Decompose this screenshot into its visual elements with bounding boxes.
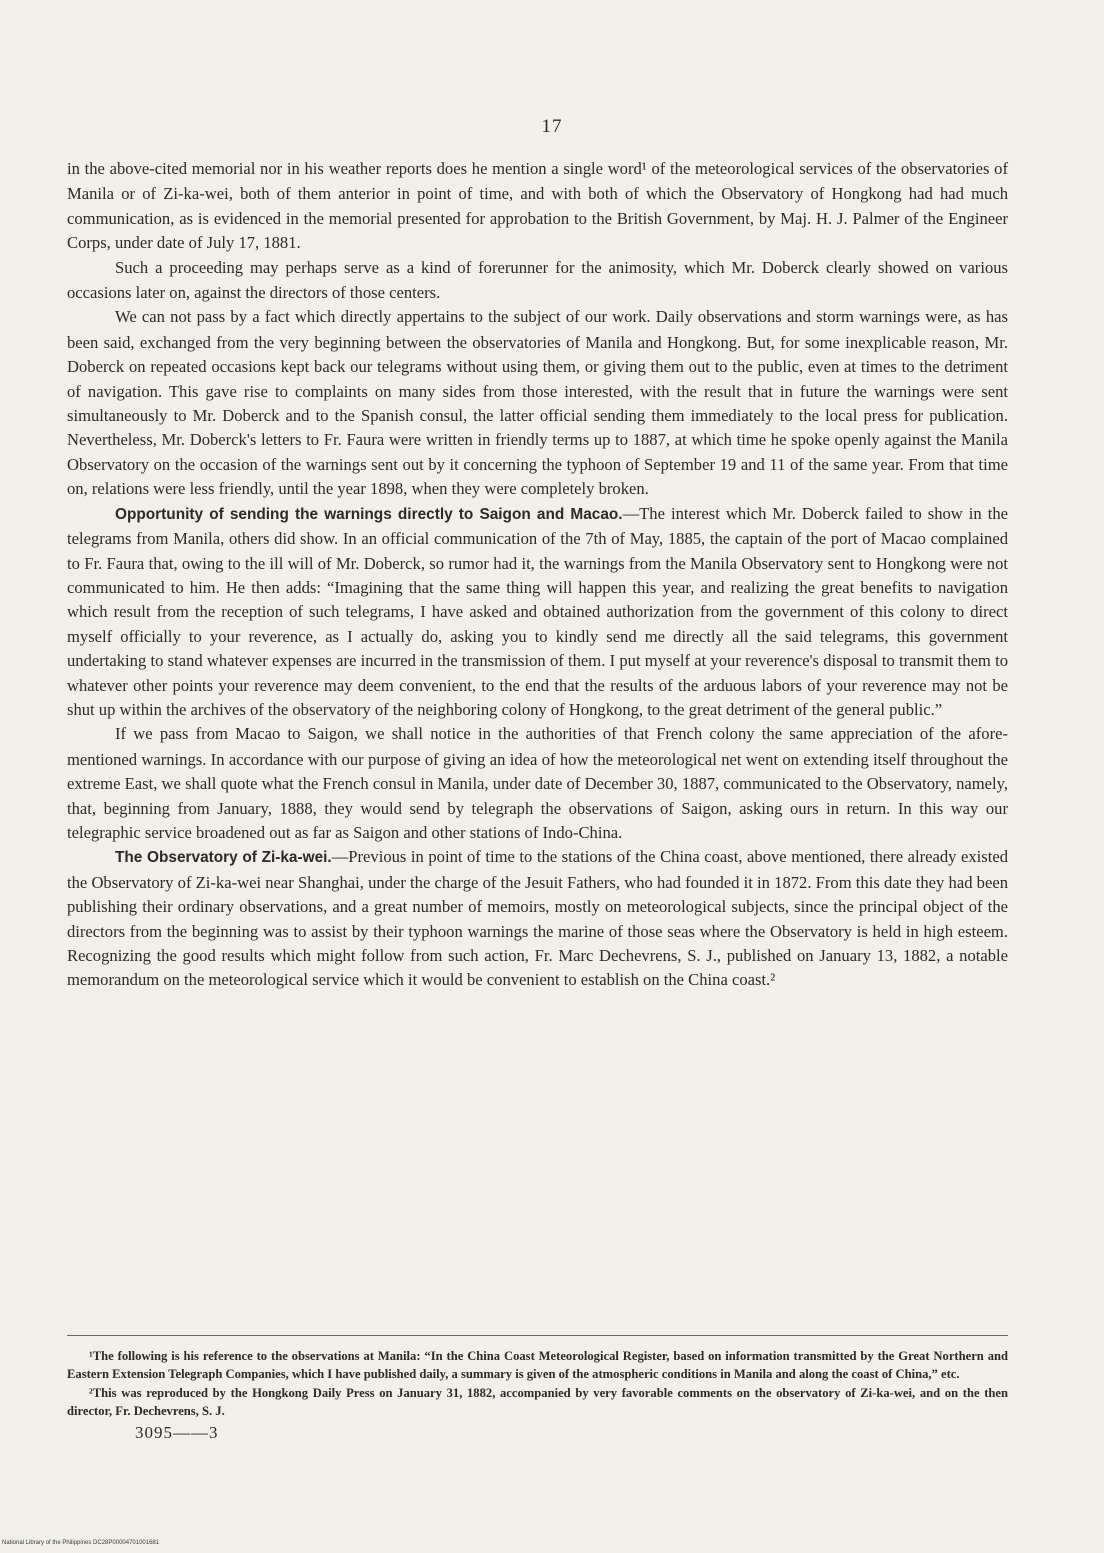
paragraph xyxy=(67,305,1008,501)
footnote-divider xyxy=(67,1335,1008,1336)
paragraph xyxy=(67,502,1008,723)
section-heading: The Observatory of Zi-ka-wei. xyxy=(115,849,332,867)
printer-signature: 3095——3 xyxy=(135,1423,219,1442)
paragraph-text: —The interest which Mr. Doberck failed to show in the telegrams from Manila, others did show. In an official communication of the 7th of May, 1885, the captain of the port of Macao complained to Fr. Faura that, owing to the ill will of Mr. Doberck, so rumor had it, the warnings from the Manila Observatory sent to Hongkong were not communicated to him. He then adds: “Imagining that the same thing will happen this year, and realizing the great benefits to navigation which result from the reception of such telegrams, I have asked and obtained authorization from the government of this colony to direct myself officially to your reverence, as I actually do, asking you to kindly send me directly all the said telegrams, this government undertaking to stand whatever expenses are incurred in the transmission of them. I put myself at your reverence's disposal to transmit them to whatever other points your reverence may deem convenient, to the end that the results of the arduous labors of your reverence may not be shut up within the archives of the observatory of the neighboring colony of Hongkong, to the great detriment of the general public.” xyxy=(67,503,1008,719)
paragraph-text: If we pass from Macao to Saigon, we shall notice in the authorities of that French colony the same appreciation of the afore-mentioned warnings. In accordance with our purpose of giving an idea of how the meteorological net went on extending itself throughout the extreme East, we shall quote what the French consul in Manila, under date of December 30, 1887, communicated to the Observatory, namely, that, beginning from January, 1888, they would send by telegraph the observations of Saigon, asking ours in return. In this way our telegraphic service broadened out as far as Saigon and other stations of Indo-China. xyxy=(67,724,1008,842)
paragraph xyxy=(67,256,1008,306)
paragraph-text: —Previous in point of time to the stations of the China coast, above mentioned, there already existed the Observatory of Zi-ka-wei near Shanghai, under the charge of the Jesuit Fathers, who had founded it in 1872. From this date they had been publishing their ordinary observations, and a great number of memoirs, mostly on meteorological subjects, since the principal object of the directors from the beginning was to assist by their typhoon warnings the marine of those seas where the Observatory is held in high esteem. Recognizing the good results which might follow from such action, Fr. Marc Dechevrens, S. J., published on January 13, 1882, a notable memorandum on the meteorological service which it would be convenient to establish on the China coast.² xyxy=(67,847,1008,990)
footnote: ²This was reproduced by the Hongkong Daily Press on January 31, 1882, accompanied by very favorable comments on the observatory of Zi-ka-wei, and on the then director, Fr. Dechevrens, S. J. xyxy=(67,1385,1008,1419)
paragraph xyxy=(67,845,1008,992)
footnote: ¹The following is his reference to the observations at Manila: “In the China Coast Meteorological Register, based on information transmitted by the Great Northern and Eastern Extension Telegraph Companies, which I have published daily, a summary is given of the atmospheric conditions in Manila and along the coast of China,” etc. xyxy=(67,1349,1008,1382)
paragraph-text: Such a proceeding may perhaps serve as a kind of forerunner for the animosity, which Mr. Doberck clearly showed on various occasions later on, against the directors of those centers. xyxy=(67,257,1008,303)
section-heading: Opportunity of sending the warnings directly to Saigon and Macao. xyxy=(115,505,623,523)
body-text xyxy=(67,157,1008,993)
paragraph-text: We can not pass by a fact which directly appertains to the subject of our work. Daily observations and storm warnings were, as has been said, exchanged from the very beginning between the observatories of Manila and Hongkong. But, for some inexplicable reason, Mr. Doberck on repeated occasions kept back our telegrams without using them, or giving them out to the public, even at times to the detriment of navigation. This gave rise to complaints on many sides from those interested, with the result that in future the warnings were sent simultaneously to Mr. Doberck and to the Spanish consul, the latter official sending them immediately to the local press for publication. Nevertheless, Mr. Doberck's letters to Fr. Faura were written in friendly terms up to 1887, at which time he spoke openly against the Manila Observatory on the occasion of the warnings sent out by it concerning the typhoon of September 19 and 11 of the same year. From that time on, relations were less friendly, until the year 1898, when they were completely broken. xyxy=(67,307,1008,499)
library-credit: National Library of the Philippines DC28P00004701001681 xyxy=(2,1540,160,1546)
footnotes xyxy=(67,1347,1008,1421)
paragraph xyxy=(67,157,1008,256)
paragraph xyxy=(67,722,1008,845)
paragraph-text: in the above-cited memorial nor in his weather reports does he mention a single word¹ of the meteorological services of the observatories of Manila or of Zi-ka-wei, both of them anterior in point of time, and with both of which the Observatory of Hongkong had had much communication, as is evidenced in the memorial presented for approbation to the British Government, by Maj. H. J. Palmer of the Engineer Corps, under date of July 17, 1881. xyxy=(67,159,1008,253)
page-number: 17 xyxy=(541,116,563,137)
